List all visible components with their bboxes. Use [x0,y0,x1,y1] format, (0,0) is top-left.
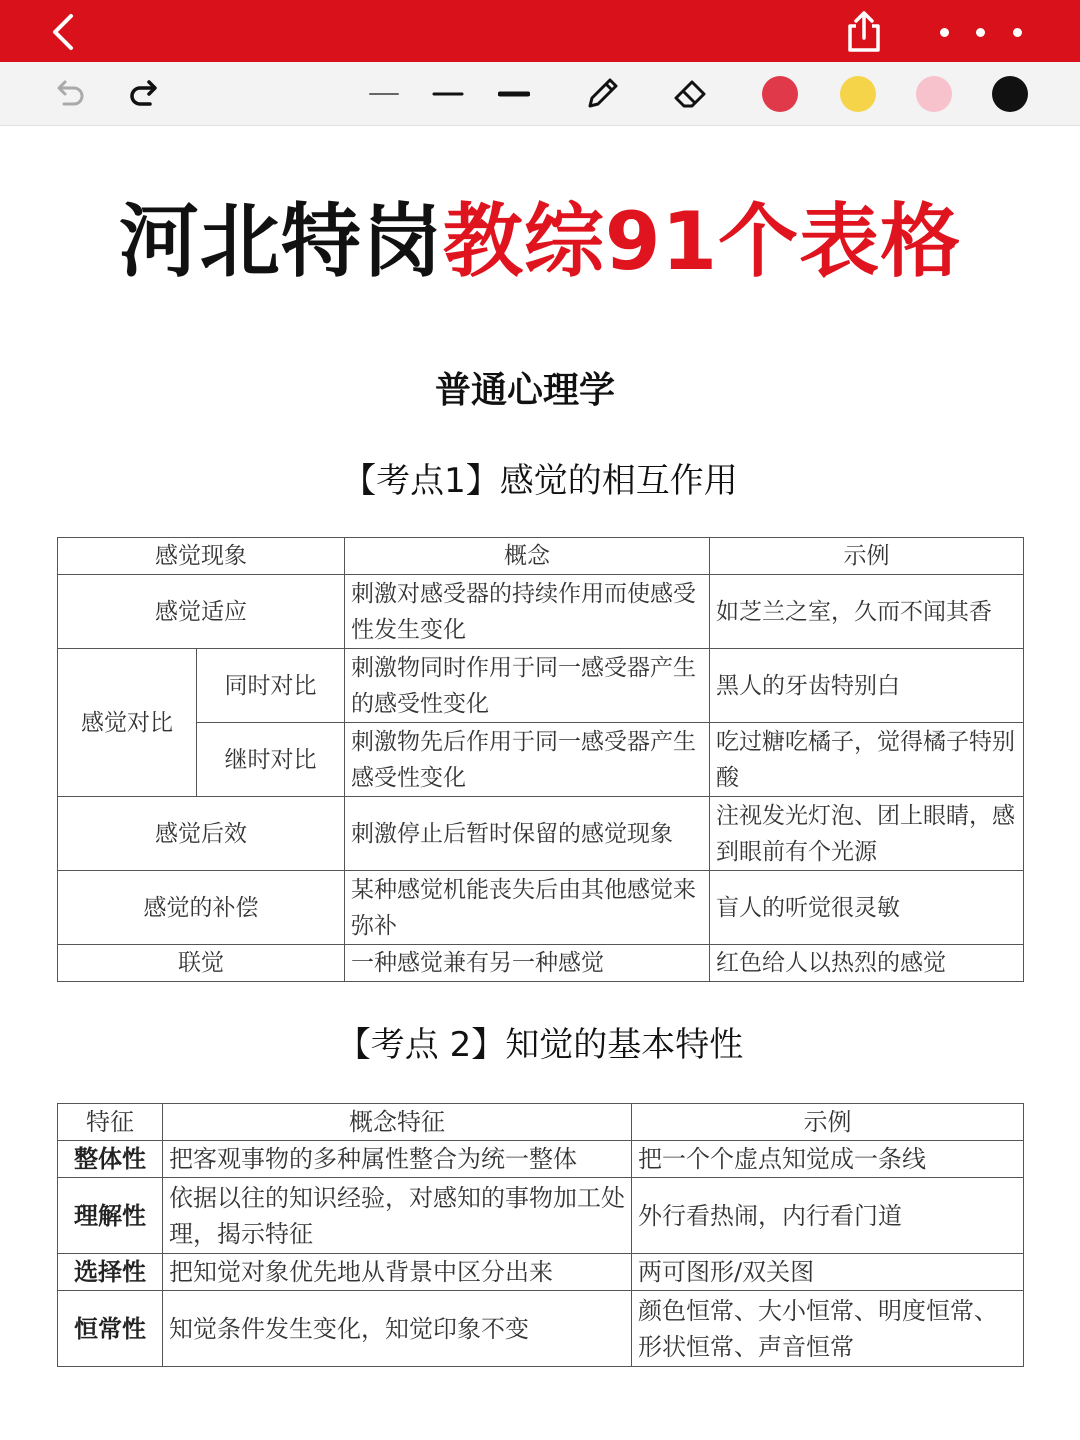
row-name: 恒常性 [58,1291,163,1367]
row-name: 选择性 [58,1254,163,1291]
table-row [58,575,1024,649]
row-concept: 一种感觉兼有另一种感觉 [345,945,710,982]
table-header-cell: 感觉现象 [58,538,345,575]
row-example: 如芝兰之室，久而不闻其香 [710,575,1024,649]
row-concept: 某种感觉机能丧失后由其他感觉来弥补 [345,871,710,945]
row-example: 两可图形/双关图 [632,1254,1024,1291]
row-name: 同时对比 [197,649,345,723]
color-red-swatch[interactable] [762,76,798,112]
table-row [58,1141,1024,1178]
perception-table [57,1103,1024,1367]
line-thick-button[interactable] [494,70,534,118]
more-dot-icon [1013,28,1022,37]
table-header-cell: 概念 [345,538,710,575]
line-thin-button[interactable] [364,70,404,118]
table-row [58,1254,1024,1291]
row-name: 感觉的补偿 [58,871,345,945]
drawing-toolbar [0,62,1080,126]
table-header-row [58,1104,1024,1141]
sensation-table [57,537,1024,982]
pencil-button[interactable] [578,70,626,118]
row-name: 感觉适应 [58,575,345,649]
back-arrow-icon [47,12,77,52]
table-header-cell: 概念特征 [163,1104,632,1141]
row-concept: 刺激物先后作用于同一感受器产生感受性变化 [345,723,710,797]
point1-title: 【考点1】感觉的相互作用 [342,461,738,501]
row-concept: 把知觉对象优先地从背景中区分出来 [163,1254,632,1291]
line-medium-button[interactable] [428,70,468,118]
row-name: 联觉 [58,945,345,982]
redo-button[interactable] [124,70,168,118]
table-header-cell: 特征 [58,1104,163,1141]
row-example: 红色给人以热烈的感觉 [710,945,1024,982]
undo-icon [50,78,86,110]
more-dot-icon [940,28,949,37]
row-concept: 依据以往的知识经验，对感知的事物加工处理，揭示特征 [163,1178,632,1254]
share-button[interactable] [840,8,888,56]
table-row [58,945,1024,982]
row-example: 黑人的牙齿特别白 [710,649,1024,723]
pencil-icon [582,74,622,114]
table-row [58,1291,1024,1367]
title-part2: 教综91个表格 [442,195,962,288]
title-part1: 河北特岗 [118,195,443,288]
table-row [58,649,1024,723]
eraser-button[interactable] [666,70,714,118]
table-row [58,1178,1024,1254]
row-example: 注视发光灯泡、团上眼睛，感到眼前有个光源 [710,797,1024,871]
color-pink-swatch[interactable] [916,76,952,112]
section-title: 普通心理学 [434,370,615,411]
line-thick-icon [498,89,530,99]
table-row [58,871,1024,945]
back-button[interactable] [40,10,84,54]
share-icon [844,10,884,54]
table-row [58,797,1024,871]
more-dot-icon [976,28,985,37]
point2-title: 【考点 2】知觉的基本特性 [336,1025,744,1065]
row-name: 整体性 [58,1141,163,1178]
row-example: 外行看热闹，内行看门道 [632,1178,1024,1254]
table-header-cell: 示例 [710,538,1024,575]
row-example: 把一个个虚点知觉成一条线 [632,1141,1024,1178]
row-group: 感觉对比 [58,649,197,797]
row-concept: 刺激对感受器的持续作用而使感受性发生变化 [345,575,710,649]
row-example: 盲人的听觉很灵敏 [710,871,1024,945]
row-name: 继时对比 [197,723,345,797]
undo-button[interactable] [46,70,90,118]
table-row [58,723,1024,797]
more-button[interactable] [926,14,1036,50]
row-name: 理解性 [58,1178,163,1254]
row-concept: 把客观事物的多种属性整合为统一整体 [163,1141,632,1178]
row-concept: 知觉条件发生变化，知觉印象不变 [163,1291,632,1367]
row-name: 感觉后效 [58,797,345,871]
row-concept: 刺激物同时作用于同一感受器产生的感受性变化 [345,649,710,723]
redo-icon [128,78,164,110]
row-example: 吃过糖吃橘子，觉得橘子特别酸 [710,723,1024,797]
row-example: 颜色恒常、大小恒常、明度恒常、形状恒常、声音恒常 [632,1291,1024,1367]
row-concept: 刺激停止后暂时保留的感觉现象 [345,797,710,871]
color-yellow-swatch[interactable] [840,76,876,112]
line-thin-icon [368,89,400,99]
line-medium-icon [432,89,464,99]
main-title [0,192,1080,292]
table-header-row [58,538,1024,575]
top-bar [0,0,1080,62]
table-header-cell: 示例 [632,1104,1024,1141]
color-black-swatch[interactable] [992,76,1028,112]
eraser-icon [670,74,710,114]
